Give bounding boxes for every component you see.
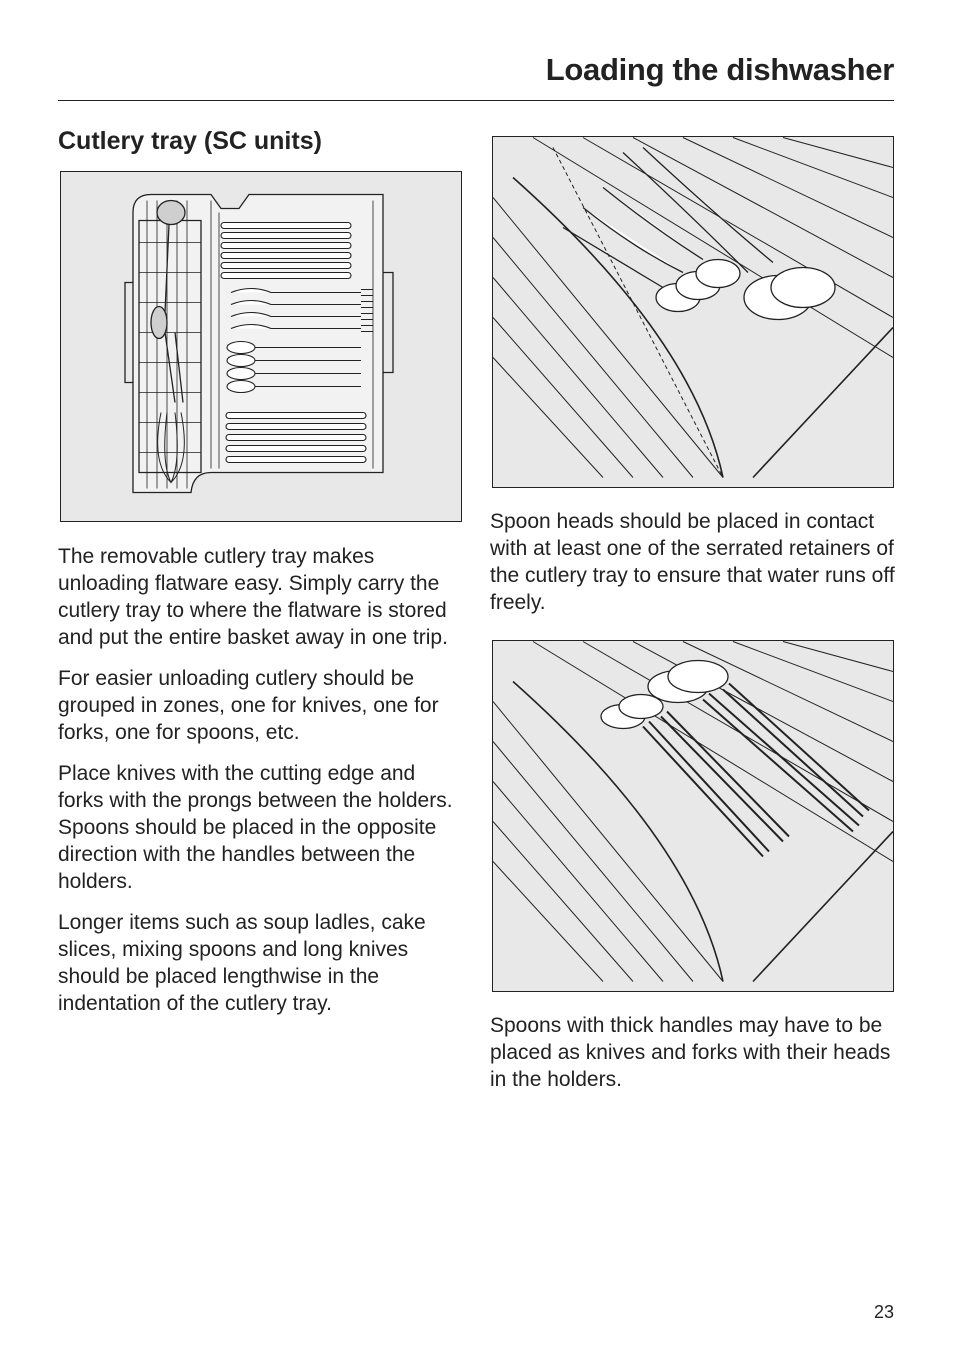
body-paragraph: Longer items such as soup ladles, cake slices, mixing spoons and long knives should be placed lengthwise in the indentation of the cutlery tray. bbox=[58, 911, 426, 1015]
caption-text: Spoons with thick handles may have to be placed as knives and forks with their heads in the holders. bbox=[490, 1014, 891, 1091]
page-title: Loading the dishwasher bbox=[545, 52, 894, 87]
thick-handle-spoons-drawing bbox=[493, 641, 893, 991]
body-text bbox=[58, 543, 466, 1031]
spoon-heads-caption bbox=[490, 508, 896, 630]
thick-handles-caption bbox=[490, 1012, 896, 1107]
cutlery-tray-drawing bbox=[61, 172, 461, 521]
body-paragraph: The removable cutlery tray makes unloading flatware easy. Simply carry the cutlery tray to where the flatware is stored and put the entire basket away in one trip. bbox=[58, 545, 448, 649]
spoon-heads-illustration bbox=[492, 136, 894, 488]
spoon-heads-drawing bbox=[493, 137, 893, 487]
page-header bbox=[58, 48, 894, 101]
cutlery-tray-illustration bbox=[60, 171, 462, 522]
page-number: 23 bbox=[873, 1302, 894, 1322]
thick-handle-spoons-illustration bbox=[492, 640, 894, 992]
body-paragraph: Place knives with the cutting edge and forks with the prongs between the holders. Spoons should be placed in the opposite direction with the handles between the holders. bbox=[58, 762, 453, 893]
caption-text: Spoon heads should be placed in contact with at least one of the serrated retainers of the cutlery tray to ensure that water runs off freely. bbox=[490, 510, 895, 614]
body-paragraph: For easier unloading cutlery should be grouped in zones, one for knives, one for forks, one for spoons, etc. bbox=[58, 667, 439, 744]
section-title: Cutlery tray (SC units) bbox=[58, 127, 322, 155]
